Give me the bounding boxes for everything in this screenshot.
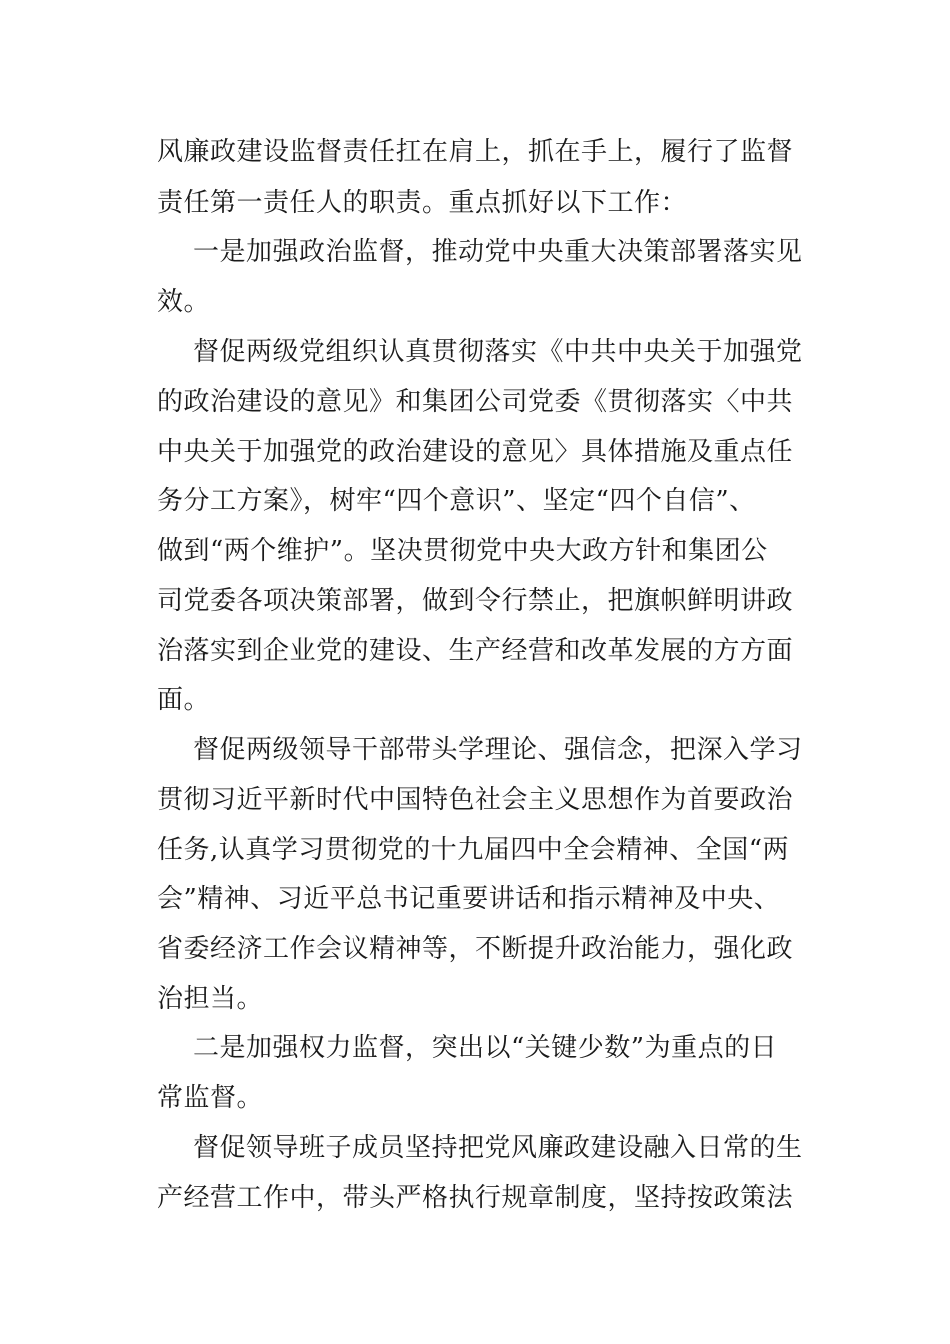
text-line: 中央关于加强党的政治建设的意见〉具体措施及重点任 xyxy=(157,437,794,467)
text-line: 督促领导班子成员坚持把党风廉政建设融入日常的生 xyxy=(193,1133,803,1163)
text-line: 的政治建设的意见》和集团公司党委《贯彻落实〈中共 xyxy=(157,387,794,417)
text-line: 省委经济工作会议精神等，不断提升政治能力，强化政 xyxy=(157,934,794,964)
text-line: 面。 xyxy=(157,685,211,715)
text-line: 治落实到企业党的建设、生产经营和改革发展的方方面 xyxy=(157,636,794,666)
text-line: 会”精神、习近平总书记重要讲话和指示精神及中央、 xyxy=(157,884,781,914)
section-heading-cont: 常监督。 xyxy=(157,1083,264,1113)
section-heading: 二是加强权力监督，突出以“关键少数”为重点的日 xyxy=(193,1033,778,1063)
text-line: 治担当。 xyxy=(157,984,264,1014)
text-line: 督促两级党组织认真贯彻落实《中共中央关于加强党 xyxy=(193,337,803,367)
text-line: 务分工方案》，树牢“四个意识”、坚定“四个自信”、 xyxy=(157,486,756,516)
text-line: 责任第一责任人的职责。重点抓好以下工作： xyxy=(157,188,688,218)
text-line: 司党委各项决策部署，做到令行禁止，把旗帜鲜明讲政 xyxy=(157,586,794,616)
section-heading: 一是加强政治监督，推动党中央重大决策部署落实见 xyxy=(193,237,803,267)
text-line: 风廉政建设监督责任扛在肩上，抓在手上，履行了监督 xyxy=(157,137,794,167)
section-heading-cont: 效。 xyxy=(157,287,211,317)
text-line: 产经营工作中，带头严格执行规章制度，坚持按政策法 xyxy=(157,1183,794,1213)
text-line: 任务,认真学习贯彻党的十九届四中全会精神、全国“两 xyxy=(157,835,790,865)
text-line: 督促两级领导干部带头学理论、强信念，把深入学习 xyxy=(193,735,803,765)
text-line: 做到“两个维护”。坚决贯彻党中央大政方针和集团公 xyxy=(157,536,768,566)
text-line: 贯彻习近平新时代中国特色社会主义思想作为首要政治 xyxy=(157,785,794,815)
